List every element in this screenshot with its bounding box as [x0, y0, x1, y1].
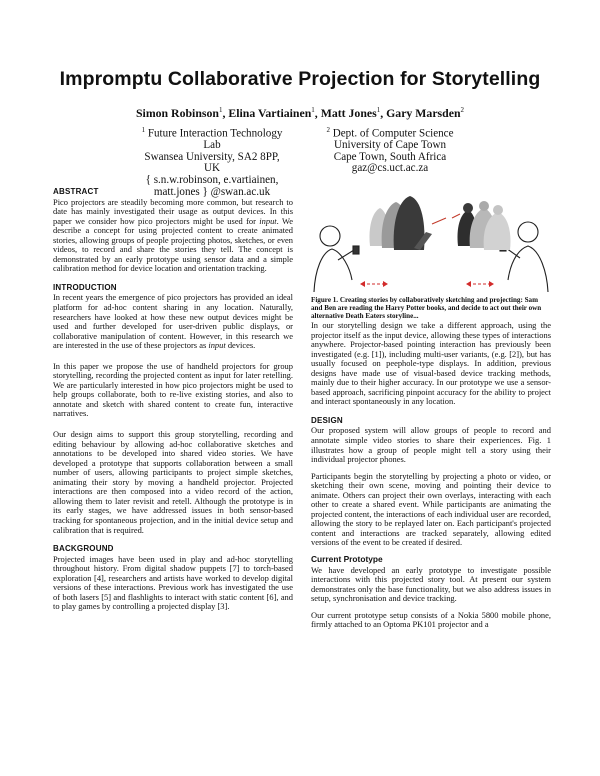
design-paragraph: Our proposed system will allow groups of people to record and annotate simple video stories to share their experiences. Fig. 1 illustrates how a group of people might tell a story using their individual projector phones. [311, 425, 551, 465]
current-prototype-heading: Current Prototype [311, 554, 383, 565]
left-column [53, 187, 293, 612]
introduction-heading: INTRODUCTION [53, 282, 117, 292]
right-column [311, 321, 551, 630]
abstract-text: Pico projectors are steadily becoming more common, but research to date has mainly investigated their usage as output devices. In this paper we consider how pico projectors might be used for input. We describe a concept for using projected content to create animated stories, allowing groups of people projecting photos, sketches, or even videos, to record and share the stories they tell. The concept is demonstrated by an early prototype using sensor data and a simple calibration method for device location and orientation tracking. [53, 196, 293, 274]
design-paragraph: Participants begin the storytelling by projecting a photo or video, or sketching their own scene, moving and pointing their device to animate. Others can project their own overlays, interacting with each other to create a shared event. While participants are animating the projected content, the interactions of each individual user are recorded, allowing the story to be replayed later on. Each participant's projected content and interactions are tracked separately, allowing edited versions of the event to be created if desired. [311, 470, 551, 548]
design-intro-paragraph: In our storytelling design we take a different approach, using the projector itself as the input device, allowing these types of interactions anywhere. Projector-based pointing interaction has previously been investigated (e.g. [1]), including multi-user variants, (e.g. [2]), but has usually focused on peephole-type displays. In addition, previous designs have made use of visual-based device tracking methods, mainly due to their higher accuracy. In our prototype we use a sensor-based approach, sacrificing pinpoint accuracy for the ability to project and interact spontaneously in any location. [311, 320, 551, 407]
author: Simon Robinson$^1$, [135, 106, 229, 120]
introduction-paragraph: In recent years the emergence of pico projectors has provided an ideal platform for ad-hoc content sharing in any location. Naturally, researchers have looked at how these new output devices might be used and further developed for user-driven public displays, or collaborative manipulation of content. However, in this research we are interested in the use of these projectors as input devices. [53, 292, 293, 351]
author: Gary Marsden$^2$ [386, 106, 465, 120]
figure-1-illustration [310, 188, 552, 294]
figure-caption: Figure 1. Creating stories by collaboratively sketching and projecting: Sam and Ben are reading the Harry Potter books, and decide to act out their own alternative Death Eaters storyline... [311, 296, 542, 321]
movement-arrows [360, 281, 494, 287]
affiliation-swansea: $^1$ Future Interaction Technology Lab Swansea University, SA2 8PP, UK { s.n.w.robinson, e.vartiainen, matt.jones } @swan.ac.uk [141, 126, 283, 198]
affiliation-cape-town: $^2$ Dept. of Computer Science University of Cape Town Cape Town, South Africa gaz@cs.uct.ac.za [326, 126, 454, 175]
prototype-paragraph: We have developed an early prototype to investigate possible interactions with this projected story tool. At present our system demonstrates only the base functionality, but we also address issues in setup, synchronisation and device tracking. [311, 564, 551, 604]
background-paragraph: Projected images have been used in play and ad-hoc storytelling throughout history. From digital shadow puppets [7] to torch-based exploration [4], researchers and artists have worked to develop digital versions of these interactions. Previous work has investigated the use of both lasers [5] and flashlights to interact with static content [6], and to play games by controlling a projected display [3]. [53, 553, 293, 612]
spell-effect [432, 214, 460, 224]
abstract-heading: ABSTRACT [53, 187, 99, 196]
right-projected-figures [457, 201, 510, 250]
left-projected-figures [369, 196, 432, 250]
author-list [0, 106, 600, 121]
background-heading: BACKGROUND [53, 544, 114, 554]
paper-title: Impromptu Collaborative Projection for Storytelling [59, 68, 541, 90]
left-person-sketch [314, 226, 359, 292]
prototype-paragraph: Our current prototype setup consists of a Nokia 5800 mobile phone, firmly attached to an Optoma PK101 projector and a [311, 609, 551, 630]
introduction-paragraph: Our design aims to support this group storytelling, recording and editing behaviour by allowing ad-hoc collaborative sketches and annotations to be developed into shared video stories. We have developed a prototype that supports collaboration between a small number of users, allowing participants to project simple sketches, animating their story by moving a handheld projector. Projected interactions are then composed into a video record of the action, allowing them to later revisit and retell. Although the prototype is in its early stages, we have addressed issues in both sensor-based tracking for spontaneous projection, and in the initial device setup and calibration that is required. [53, 429, 293, 535]
introduction-paragraph: In this paper we propose the use of handheld projectors for group storytelling, recording the projected content as input for later retelling. We are particularly interested in how pico projectors might be used to help groups collaborate, both to re-live existing stories, and also to annotate and sketch with shared content to create fun, interactive narratives. [53, 360, 293, 419]
author: Elina Vartiainen$^1$, [228, 106, 321, 120]
design-heading: DESIGN [311, 415, 343, 425]
author: Matt Jones$^1$, [320, 106, 387, 120]
